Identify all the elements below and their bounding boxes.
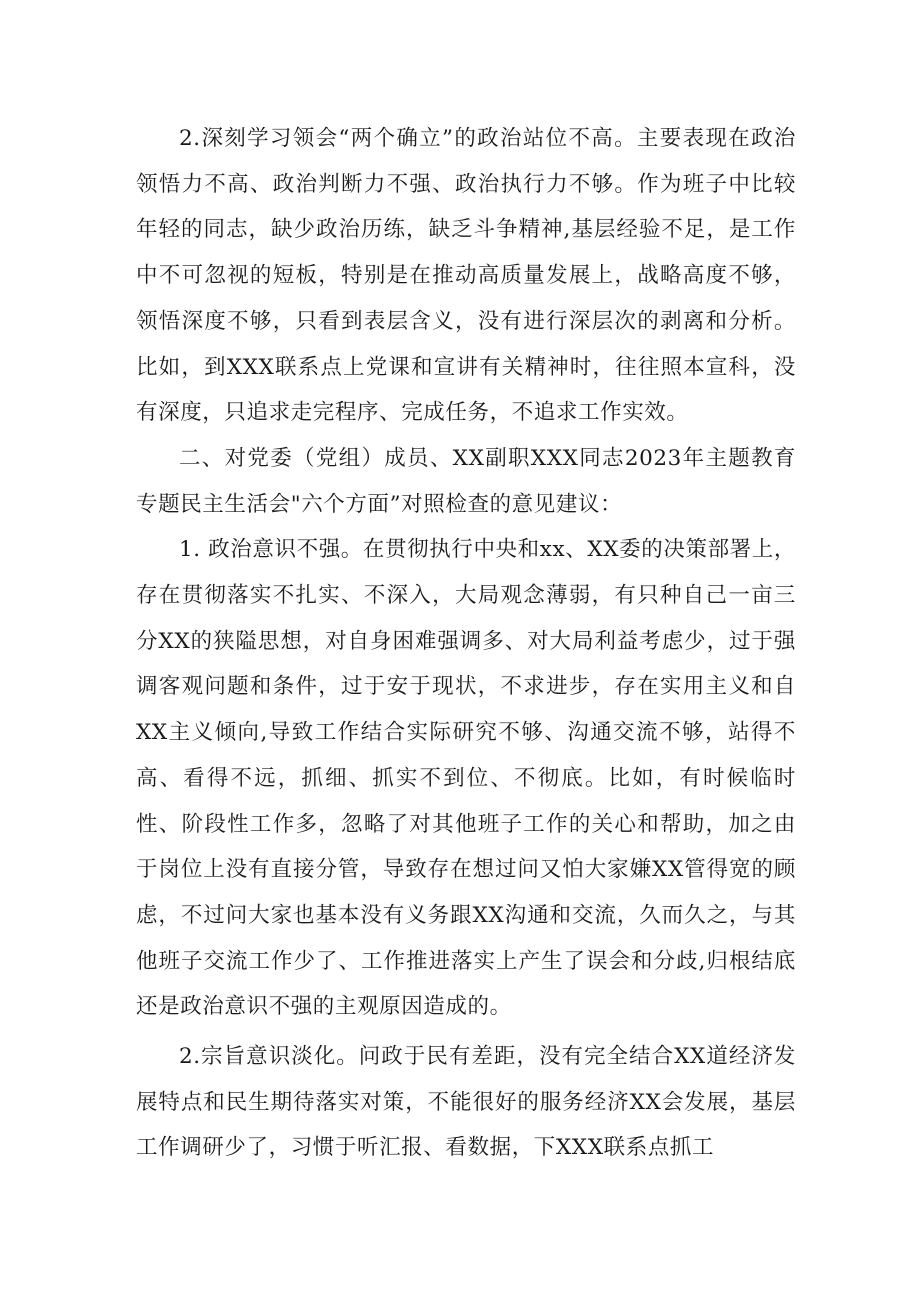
section-heading-suggestions: 二、对党委（党组）成员、XX副职XXX同志2023年主题教育专题民主生活会"六个方面”对照检查的意见建议： (136, 445, 796, 517)
paragraph-political-stance: 2.深刻学习领会“两个确立”的政治站位不高。主要表现在政治领悟力不高、政治判断力不强、政治执行力不够。作为班子中比较年轻的同志，缺少政治历练，缺乏斗争精神,基层经验不足，是工作中不可忽视的短板，特别是在推动高质量发展上，战略高度不够，领悟深度不够，只看到表层含义，没有进行深层次的剥离和分析。比如，到XXX联系点上党课和宣讲有关精神时，往往照本宣科，没有深度，只追求走完程序、完成任务，不追求工作实效。 (136, 126, 796, 426)
paragraph-purpose-awareness: 2.宗旨意识淡化。问政于民有差距，没有完全结合XX道经济发展特点和民生期待落实对策，不能很好的服务经济XX会发展，基层工作调研少了，习惯于听汇报、看数据，下XXX联系点抓工 (136, 1044, 796, 1161)
paragraph-political-awareness: 1. 政治意识不强。在贯彻执行中央和xx、XX委的决策部署上，存在贯彻落实不扎实、不深入，大局观念薄弱，有只种自己一亩三分XX的狭隘思想，对自身困难强调多、对大局利益考虑少，过于强调客观问题和条件，过于安于现状，不求进步，存在实用主义和自XX主义倾向,导致工作结合实际研究不够、沟通交流不够，站得不高、看得不远，抓细、抓实不到位、不彻底。比如，有时候临时性、阶段性工作多，忽略了对其他班子工作的关心和帮助，加之由于岗位上没有直接分管，导致存在想过问又怕大家嫌XX管得宽的顾虑，不过问大家也基本没有义务跟XX沟通和交流，久而久之，与其他班子交流工作少了、工作推进落实上产生了误会和分歧,归根结底还是政治意识不强的主观原因造成的。 (136, 537, 796, 1020)
document-body (136, 116, 796, 1171)
